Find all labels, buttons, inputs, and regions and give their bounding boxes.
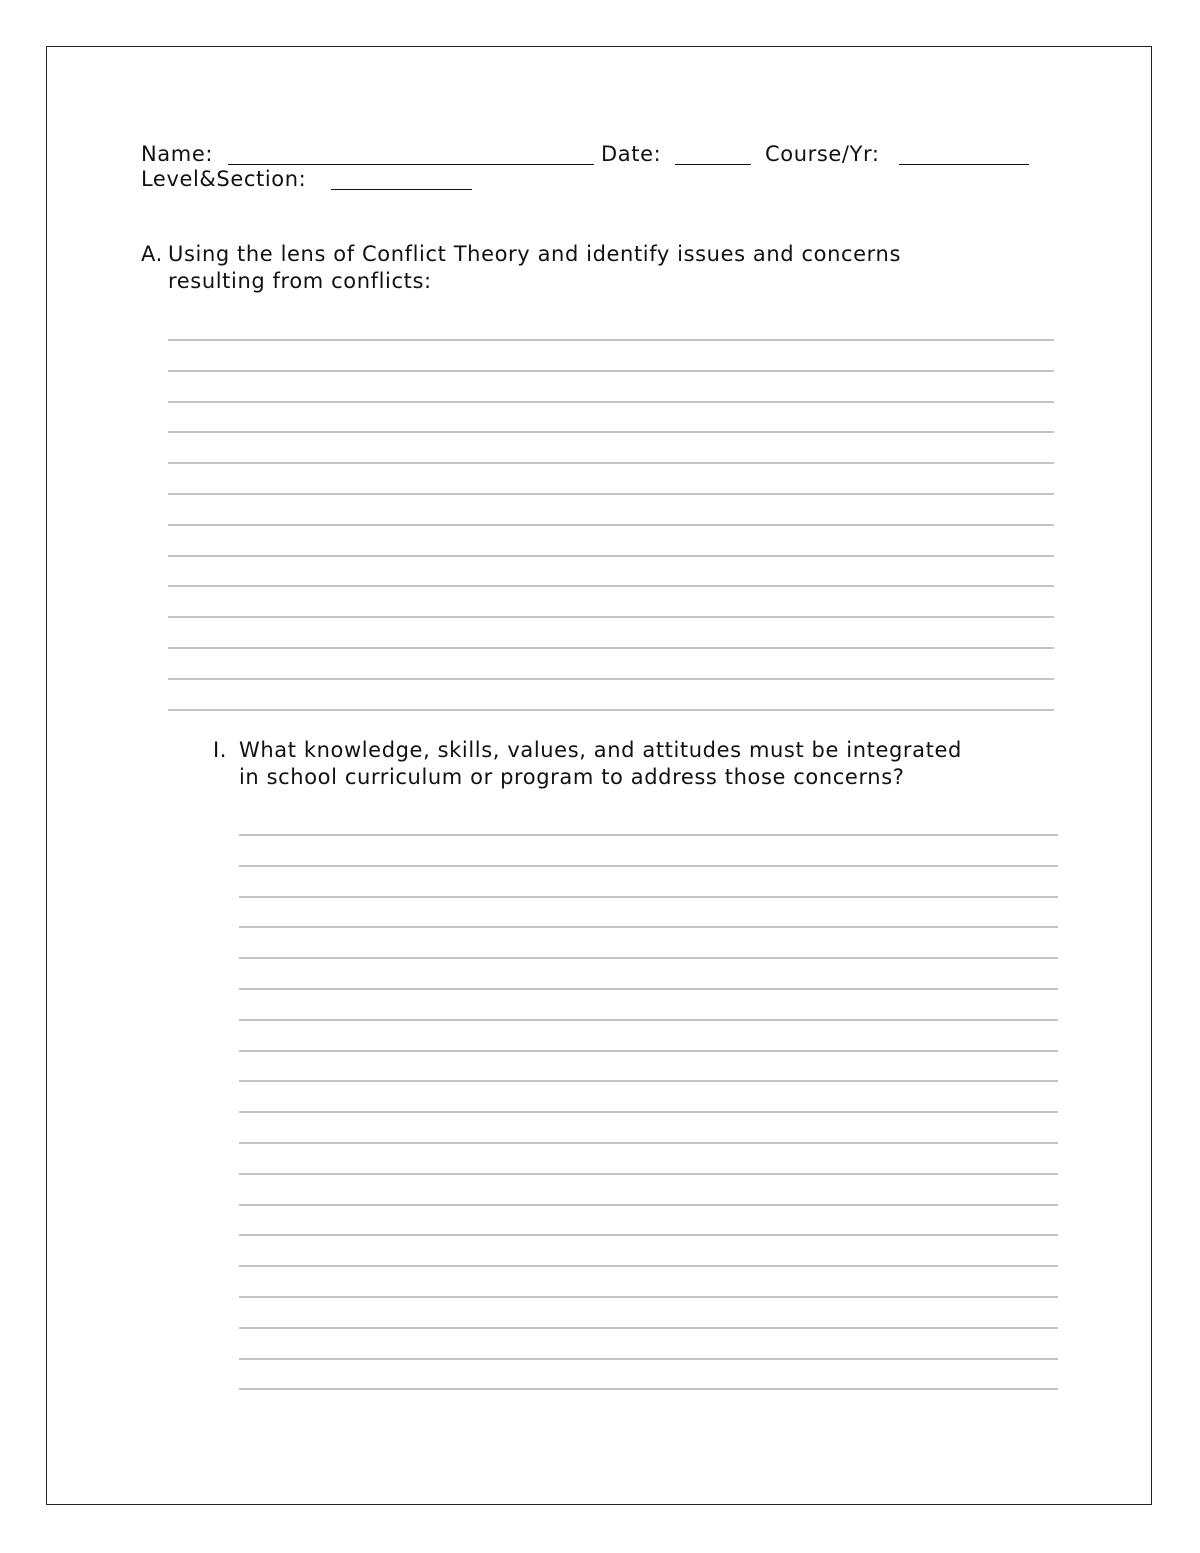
name-label: Name: <box>141 142 214 166</box>
level-section-label: Level&Section: <box>141 167 307 191</box>
section-a-answer-line[interactable] <box>168 678 1054 680</box>
section-i-answer-line[interactable] <box>239 1142 1058 1144</box>
section-i-answer-line[interactable] <box>239 1080 1058 1082</box>
section-a-answer-line[interactable] <box>168 431 1054 433</box>
course-field[interactable] <box>899 164 1029 165</box>
section-i-answer-line[interactable] <box>239 1265 1058 1267</box>
section-a-answer-line[interactable] <box>168 585 1054 587</box>
level-section-field[interactable] <box>331 189 472 190</box>
name-field[interactable] <box>228 164 594 165</box>
section-i-answer-line[interactable] <box>239 1050 1058 1052</box>
section-i-marker: I. <box>213 738 228 762</box>
section-a-answer-line[interactable] <box>168 339 1054 341</box>
section-a-marker: A. <box>141 242 163 266</box>
section-a-answer-line[interactable] <box>168 401 1054 403</box>
section-i-answer-line[interactable] <box>239 834 1058 836</box>
section-a-answer-line[interactable] <box>168 493 1054 495</box>
section-a-question-line1: Using the lens of Conflict Theory and identify issues and concerns <box>168 242 901 266</box>
section-i-answer-line[interactable] <box>239 865 1058 867</box>
date-label: Date: <box>601 142 662 166</box>
section-i-question-line1: What knowledge, skills, values, and attitudes must be integrated <box>239 738 962 762</box>
date-field[interactable] <box>675 164 751 165</box>
section-i-answer-line[interactable] <box>239 1358 1058 1360</box>
section-i-question-line2: in school curriculum or program to address those concerns? <box>239 765 905 789</box>
section-a-answer-line[interactable] <box>168 524 1054 526</box>
section-i-answer-line[interactable] <box>239 1019 1058 1021</box>
section-a-answer-line[interactable] <box>168 462 1054 464</box>
section-i-answer-line[interactable] <box>239 926 1058 928</box>
course-label: Course/Yr: <box>765 142 880 166</box>
section-a-answer-line[interactable] <box>168 647 1054 649</box>
section-a-answer-line[interactable] <box>168 616 1054 618</box>
section-a-question-line2: resulting from conflicts: <box>168 269 432 293</box>
section-i-answer-line[interactable] <box>239 1111 1058 1113</box>
section-i-answer-line[interactable] <box>239 896 1058 898</box>
section-i-answer-line[interactable] <box>239 1388 1058 1390</box>
section-a-answer-line[interactable] <box>168 709 1054 711</box>
section-a-answer-line[interactable] <box>168 370 1054 372</box>
section-a-answer-line[interactable] <box>168 555 1054 557</box>
section-i-answer-line[interactable] <box>239 1327 1058 1329</box>
section-i-answer-line[interactable] <box>239 957 1058 959</box>
section-i-answer-line[interactable] <box>239 1173 1058 1175</box>
section-i-answer-line[interactable] <box>239 1204 1058 1206</box>
section-i-answer-line[interactable] <box>239 1234 1058 1236</box>
section-i-answer-line[interactable] <box>239 1296 1058 1298</box>
section-i-answer-line[interactable] <box>239 988 1058 990</box>
